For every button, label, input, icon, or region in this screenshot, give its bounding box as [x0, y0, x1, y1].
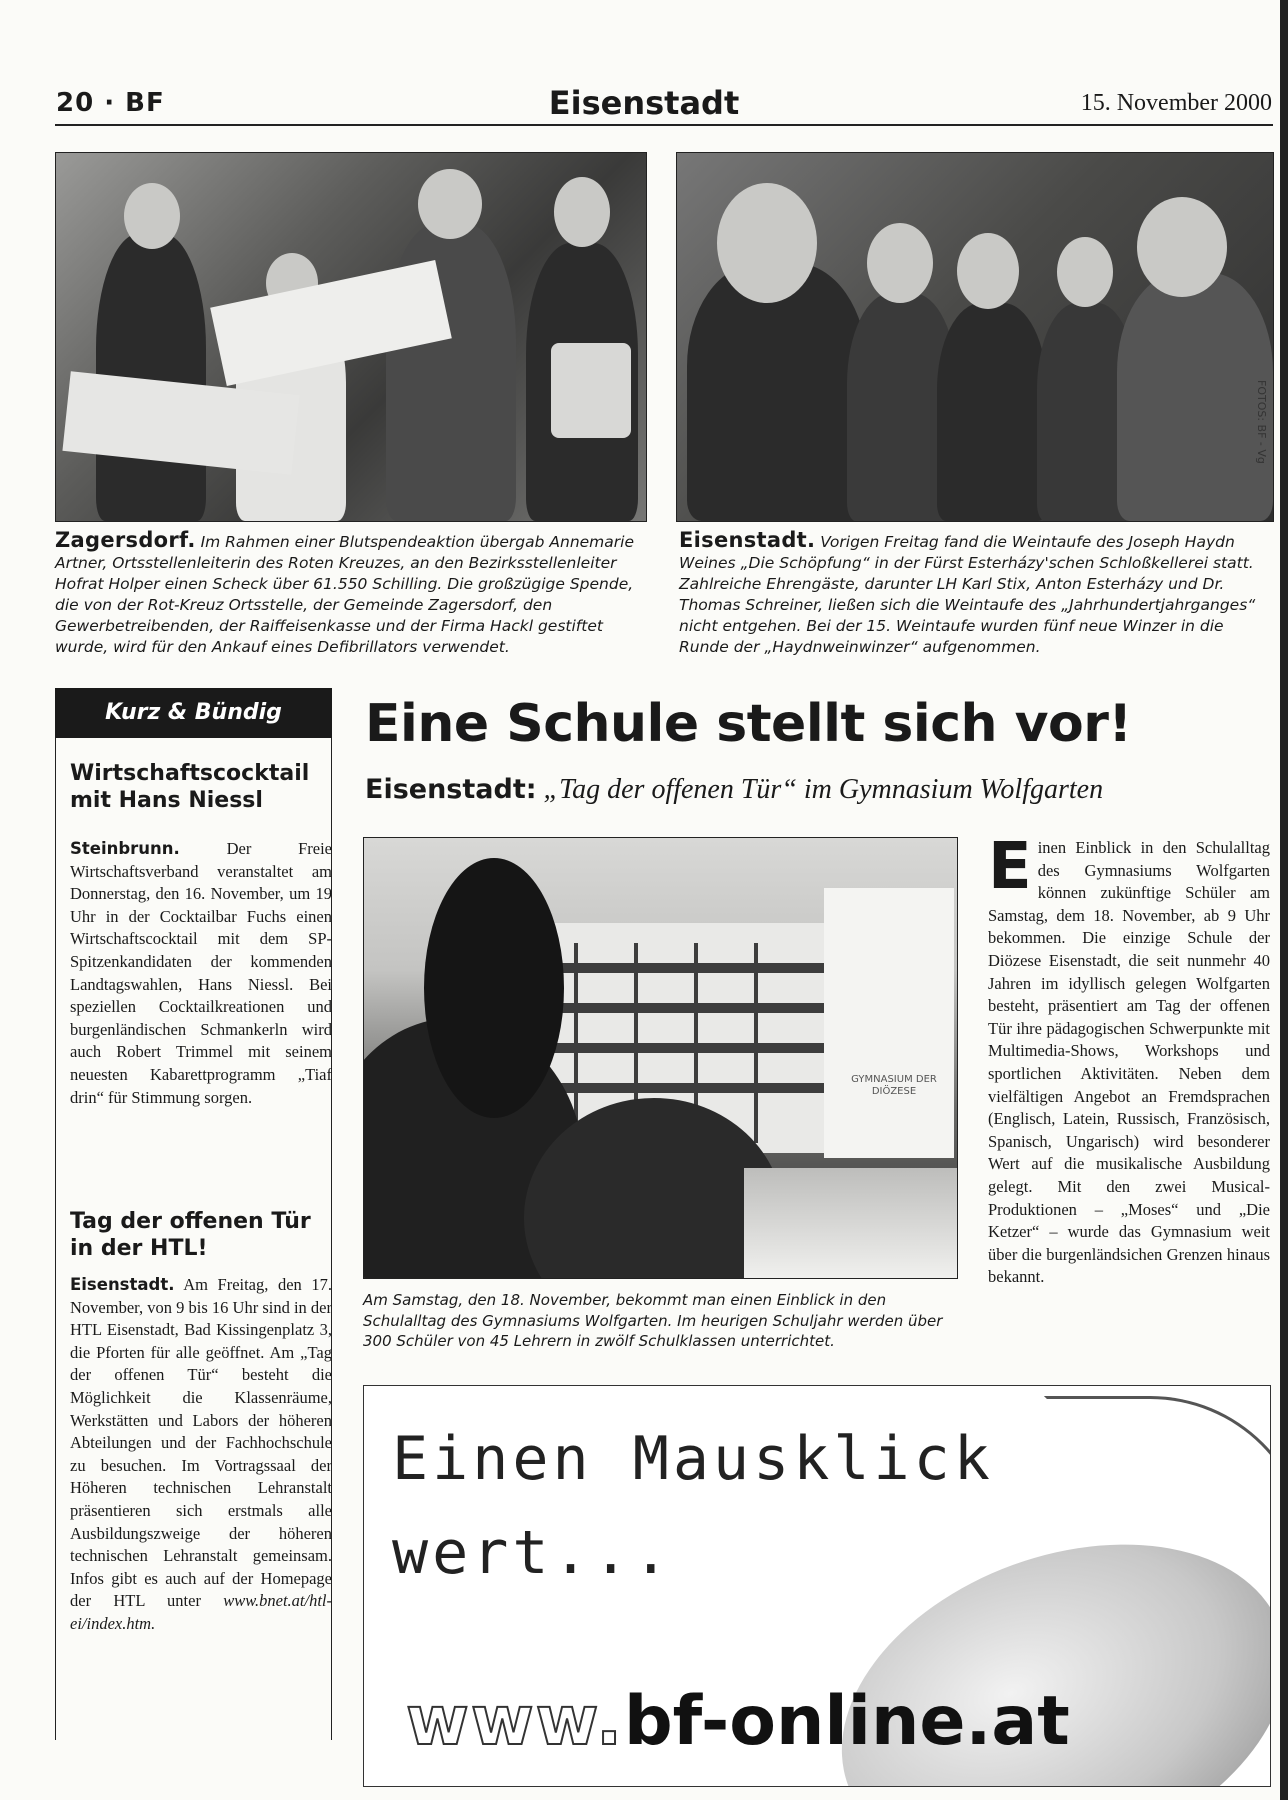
issue-date: 15. November 2000 [1080, 90, 1272, 116]
photo-credit: FOTOS: BF - Vg [1255, 380, 1268, 464]
article-body [988, 830, 1270, 1289]
sidebar-item-headline: Wirtschaftscocktail mit Hans Niessl [70, 761, 310, 813]
school-building-photo [363, 837, 958, 1279]
caption-eisenstadt [679, 530, 1269, 658]
bf-online-ad[interactable] [363, 1385, 1271, 1787]
subhead-place: Eisenstadt: [365, 774, 537, 805]
photo-wine-tasting [676, 152, 1274, 522]
caption-place: Zagersdorf. [55, 528, 196, 552]
header-rule [55, 124, 1273, 126]
school-photo-caption: Am Samstag, den 18. November, bekommt man einen Einblick in den Schulalltag des Gymnasiums Wolfgarten. Im heurigen Schuljahr werden über 300 Schüler von 45 Lehrern in zwölf Schulklassen unterrichtet. [363, 1291, 943, 1350]
sidebar-frame-left [55, 738, 56, 1740]
building-sign: GYMNASIUM DER DIÖZESE [851, 1074, 937, 1097]
ad-url[interactable] [406, 1682, 1070, 1761]
caption-text: Im Rahmen einer Blutspendeaktion übergab Annemarie Artner, Ortsstellenleiterin des Roten Kreuzes, an den Bezirksstellenleiter Hofrat Holper einen Scheck über 61.550 Schilling. Die großzügige Spende, die von der Rot-Kreuz Ortsstelle, der Gemeinde Zagersdorf, den Gewerbetreibenden, der Raiffeisenkasse und der Firma Hackl gestiftet wurde, wird für den Ankauf eines Defibrillators verwendet. [55, 533, 634, 656]
ad-line-1: Einen Mausklick [392, 1424, 994, 1494]
ad-url-domain: bf-online.at [623, 1682, 1070, 1761]
article-headline: Eine Schule stellt sich vor! [365, 694, 1132, 754]
dropcap: E [988, 830, 1032, 904]
sidebar-item-body [70, 1274, 332, 1636]
caption-zagersdorf [55, 530, 645, 658]
sidebar-item-place: Eisenstadt. [70, 1275, 175, 1294]
sidebar-item-text: Der Freie Wirtschaftsverband veranstaltet am Donnerstag, den 16. November, um 19 Uhr in der Cocktailbar Fuchs einen Wirtschaftscocktail mit dem SP-Spitzenkandidaten der kommenden Landtagswahlen, Hans Niessl. Bei speziellen Cocktailkreationen und burgenländischen Schmankerln wird auch Robert Trimmel mit seinem neuesten Kabarettprogramm „Tiaf drin“ für Stimmung sorgen. [70, 839, 332, 1107]
sidebar-item-place: Steinbrunn. [70, 839, 180, 858]
sidebar-item-url[interactable]: www.bnet.at/htl-ei/index.htm. [70, 1591, 332, 1633]
page-label: 20 · BF [56, 88, 165, 118]
section-title: Eisenstadt [548, 84, 740, 122]
scan-edge [1280, 0, 1288, 1800]
caption-place: Eisenstadt. [679, 528, 816, 552]
ad-url-www: www. [406, 1682, 624, 1761]
sidebar-item-headline: Tag der offenen Tür in der HTL! [70, 1209, 311, 1261]
sidebar-item-body [70, 838, 332, 1109]
ad-line-2: wert... [392, 1518, 673, 1588]
photo-check-handover [55, 152, 647, 522]
article-text: inen Einblick in den Schulalltag des Gymnasiums Wolfgarten können zukünftige Schüler am Samstag, dem 18. November, ab 9 Uhr bekommen. Die einzige Schule der Diözese Eisenstadt, die seit nunmehr 40 Jahren im idyllisch gelegen Wolfgarten besteht, präsentiert am Tag der offenen Tür ihre pädagogischen Schwerpunkte mit Multimedia-Shows, Workshops und sportlichen Aktivitäten. Neben dem vielfältigen Angebot an Fremdsprachen (Englisch, Latein, Russisch, Französisch, Spanisch, Ungarisch) wird besonderer Wert auf die musikalische Ausbildung gelegt. Mit den zwei Musical-Produktionen – „Moses“ und „Die Ketzer“ – wurde das Gymnasium weit über die burgenländsichen Grenzen hinaus bekannt. [988, 838, 1270, 1287]
sidebar-title: Kurz & Bündig [55, 688, 332, 738]
subhead-text: „Tag der offenen Tür“ im Gymnasium Wolfgarten [543, 774, 1104, 805]
sidebar-item-text: Am Freitag, den 17. November, von 9 bis 16 Uhr sind in der HTL Eisenstadt, Bad Kissingenplatz 3, die Pforten für alle geöffnet. Am „Tag der offenen Tür“ besteht die Möglichkeit die Klassenräume, Werkstätten und Labors der höheren Abteilungen und der Fachhochschule zu besuchen. Im Vortragssaal der Höheren technischen Lehranstalt präsentieren sich erstmals alle Ausbildungszweige der höheren technischen Lehranstalt gemeinsam. Infos gibt es auch auf der Homepage der HTL unter [70, 1275, 333, 1611]
article-subhead [365, 774, 1265, 806]
caption-text: Vorigen Freitag fand die Weintaufe des Joseph Haydn Weines „Die Schöpfung“ in der Fürst Esterházy'schen Schloßkellerei statt. Zahlreiche Ehrengäste, darunter LH Karl Stix, Anton Esterházy und Dr. Thomas Schreiner, ließen sich die Weintaufe des „Jahrhundertjahrganges“ nicht entgehen. Bei der 15. Weintaufe wurden fünf neue Winzer in die Runde der „Haydnweinwinzer“ aufgenommen. [679, 533, 1256, 656]
